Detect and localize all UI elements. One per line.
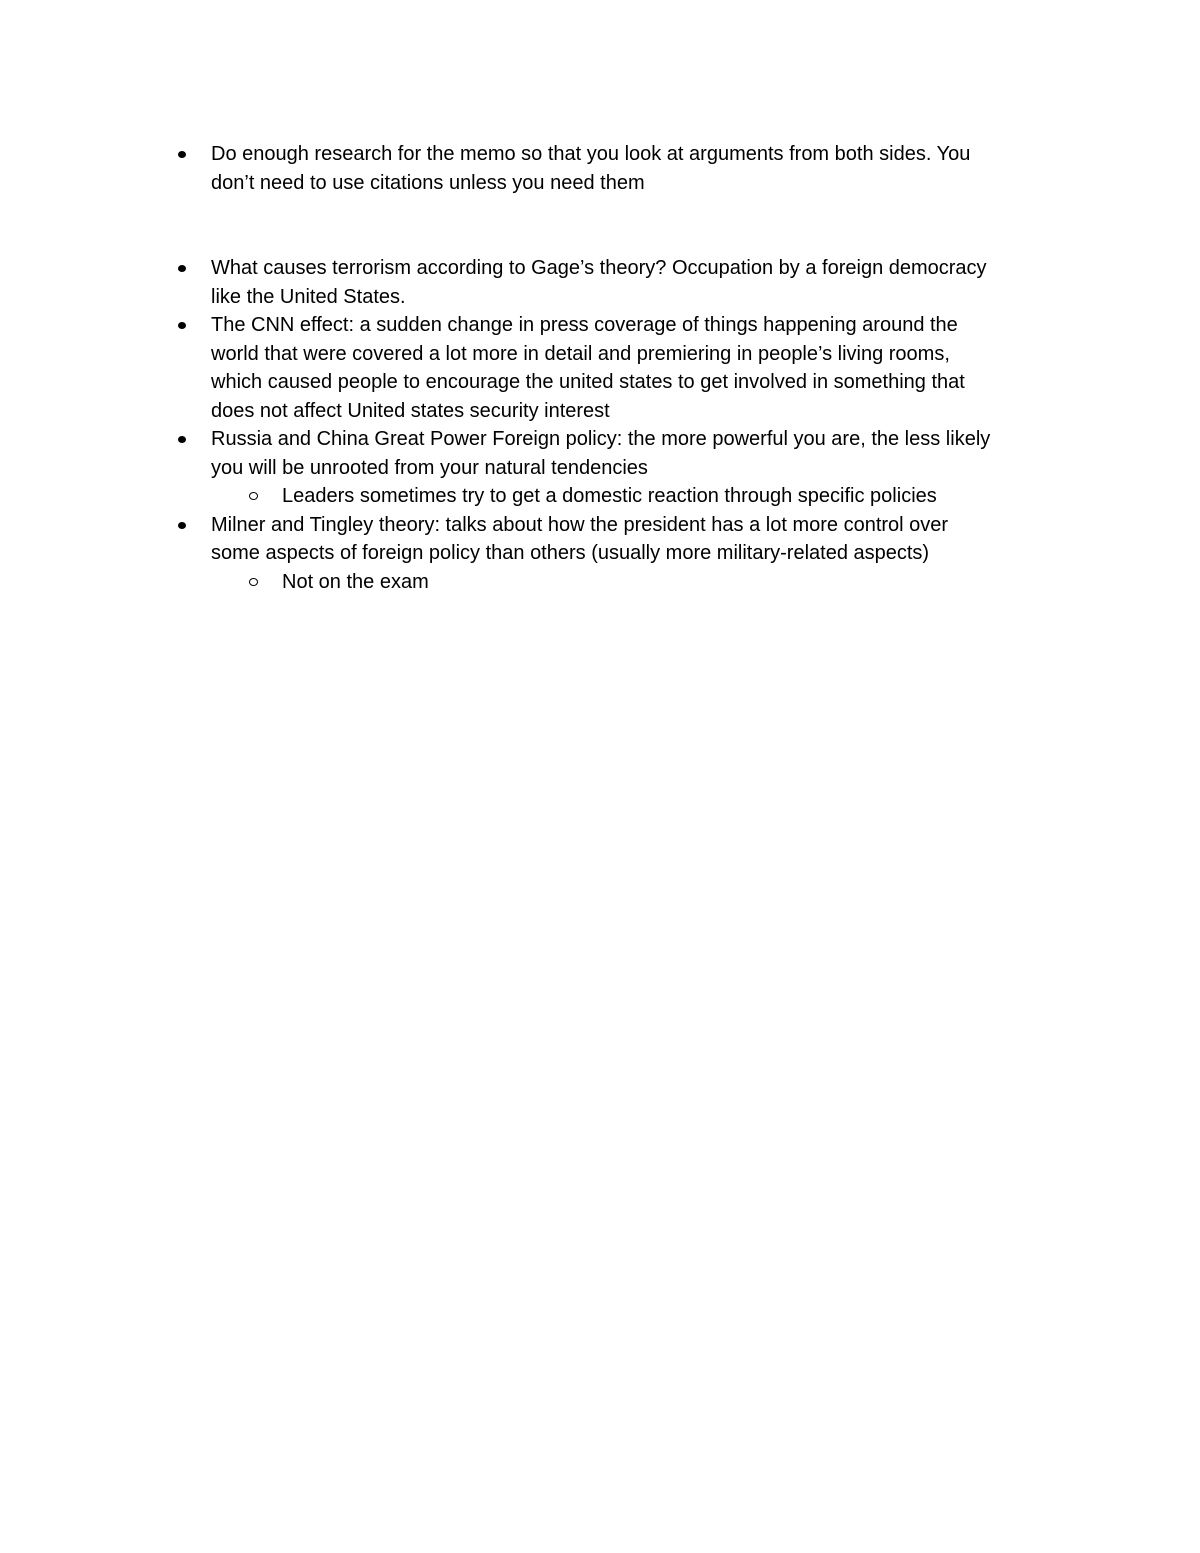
list-item xyxy=(0,140,1200,197)
list-item xyxy=(0,425,1200,482)
list-item-text: Milner and Tingley theory: talks about how the president has a lot more control over xyxy=(211,513,949,536)
list-item-text: don’t need to use citations unless you need them xyxy=(211,171,645,194)
list-item-text: like the United States. xyxy=(211,285,406,308)
bullet-disc-icon xyxy=(178,265,186,272)
sub-list-item-text: Leaders sometimes try to get a domestic reaction through specific policies xyxy=(282,485,937,507)
list-item xyxy=(0,254,1200,311)
bullet-disc-icon xyxy=(178,522,186,529)
sub-list-item xyxy=(0,482,1200,511)
list-item-text: which caused people to encourage the united states to get involved in something that xyxy=(211,371,965,393)
list-item-text: does not affect United states security interest xyxy=(211,399,610,422)
list-item-text: world that were covered a lot more in detail and premiering in people’s living rooms, xyxy=(211,342,950,365)
blank-line xyxy=(0,197,1200,254)
list-item-text: The CNN effect: a sudden change in press coverage of things happening around the xyxy=(211,314,958,336)
list-item xyxy=(0,311,1200,425)
bullet-list xyxy=(0,140,1200,596)
bullet-circle-icon xyxy=(249,492,258,500)
sub-list-item xyxy=(0,568,1200,597)
list-item-text: Russia and China Great Power Foreign policy: the more powerful you are, the less likely xyxy=(211,428,991,450)
sub-list-item-text: Not on the exam xyxy=(282,570,429,593)
list-item-text: some aspects of foreign policy than others (usually more military-related aspects) xyxy=(211,542,930,564)
bullet-disc-icon xyxy=(178,436,186,443)
list-item-text: you will be unrooted from your natural tendencies xyxy=(211,456,648,479)
list-item xyxy=(0,511,1200,568)
bullet-disc-icon xyxy=(178,322,186,329)
bullet-circle-icon xyxy=(249,578,258,586)
bullet-disc-icon xyxy=(178,151,186,158)
list-item-text: What causes terrorism according to Gage’s theory? Occupation by a foreign democracy xyxy=(211,257,987,279)
list-item-text: Do enough research for the memo so that you look at arguments from both sides. You xyxy=(211,143,971,165)
